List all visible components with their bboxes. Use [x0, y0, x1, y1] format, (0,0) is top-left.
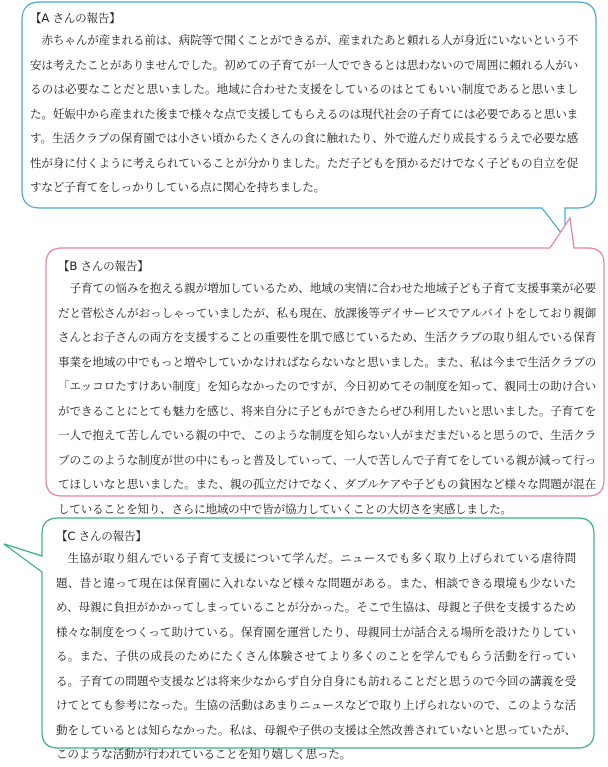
- report-c-body: 生協が取り組んでいる子育て支援について学んだ。ニュースでも多く取り上げられている虐待問題、昔と違って現在は保育園に入れないなど様々な問題がある。また、相談できる環境も少ないため、母親に負担がかかってしまっていることが分かった。そこで生協は、母親と子供を支援するため様々な制度をつくって助けている。保育園を運営したり、母親同士が話合える場所を設けたりしている。また、子供の成長のためにたくさん体験させてより多くのことを学んでもらう活動を行っている。子育ての問題や支援などは将来少なからず自分自身にも訪れることだと思うので今回の講義を受けてとても参考になった。生協の活動はあまりニュースなどで取り上げられないので、このような活動をしているとは知らなかった。私は、母親や子供の支援は全然改善されていないと思っていたが、このような活動が行われていることを知り嬉しく思った。: [56, 551, 576, 761]
- report-b: [58, 256, 596, 521]
- report-c: [56, 526, 576, 767]
- report-a: [30, 8, 578, 200]
- report-b-body: 子育ての悩みを抱える親が増加しているため、地域の実情に合わせた地域子ども子育て支援事業が必要だと菅松さんがおっしゃっていましたが、私も現在、放課後等デイサービスでアルバイトをしており親御さんとお子さんの両方を支援することの重要性を肌で感じているため、生活クラブの取り組んでいる保育事業を地域の中でもっと増やしていかなければならないなと思いました。また、私は今まで生活クラブの「エッコロたすけあい制度」を知らなかったのですが、今日初めてその制度を知って、親同士の助け合いができることにとても魅力を感じ、将来自分に子どもができたらぜひ利用したいと思いました。子育てを一人で抱えて苦しんでいる親の中で、このような制度を知らない人がまだまだいると思うので、生活クラブのこのような制度が世の中にもっと普及していって、一人で苦しんで子育てをしている親が減って行ってほしいなと思いました。また、親の孤立だけでなく、ダブルケアや子どもの貧困など様々な問題が混在していることを知り、さらに地域の中で皆が協力していくことの大切さを実感しました。: [58, 281, 596, 516]
- report-a-body: 赤ちゃんが産まれる前は、病院等で聞くことができるが、産まれたあと頼れる人が身近にいないという不安は考えたことがありませんでした。初めての子育てが一人でできるとは思わないので周囲に頼れる人がいるのは必要なことだと思いました。地域に合わせた支援をしているのはとてもいい制度であると思いました。妊娠中から産まれた後まで様々な点で支援してもらえるのは現代社会の子育てには必要であると思います。生活クラブの保育園では小さい頃からたくさんの食に触れたり、外で遊んだり成長するうえで必要な感性が身に付くように考えられていることが分かりました。ただ子どもを預かるだけでなく子どもの自立を促すなど子育てをしっかりしている点に関心を持ちました。: [30, 33, 578, 194]
- report-b-title: 【B さんの報告】: [58, 259, 149, 273]
- report-c-title: 【C さんの報告】: [56, 529, 147, 543]
- report-a-title: 【A さんの報告】: [30, 11, 121, 25]
